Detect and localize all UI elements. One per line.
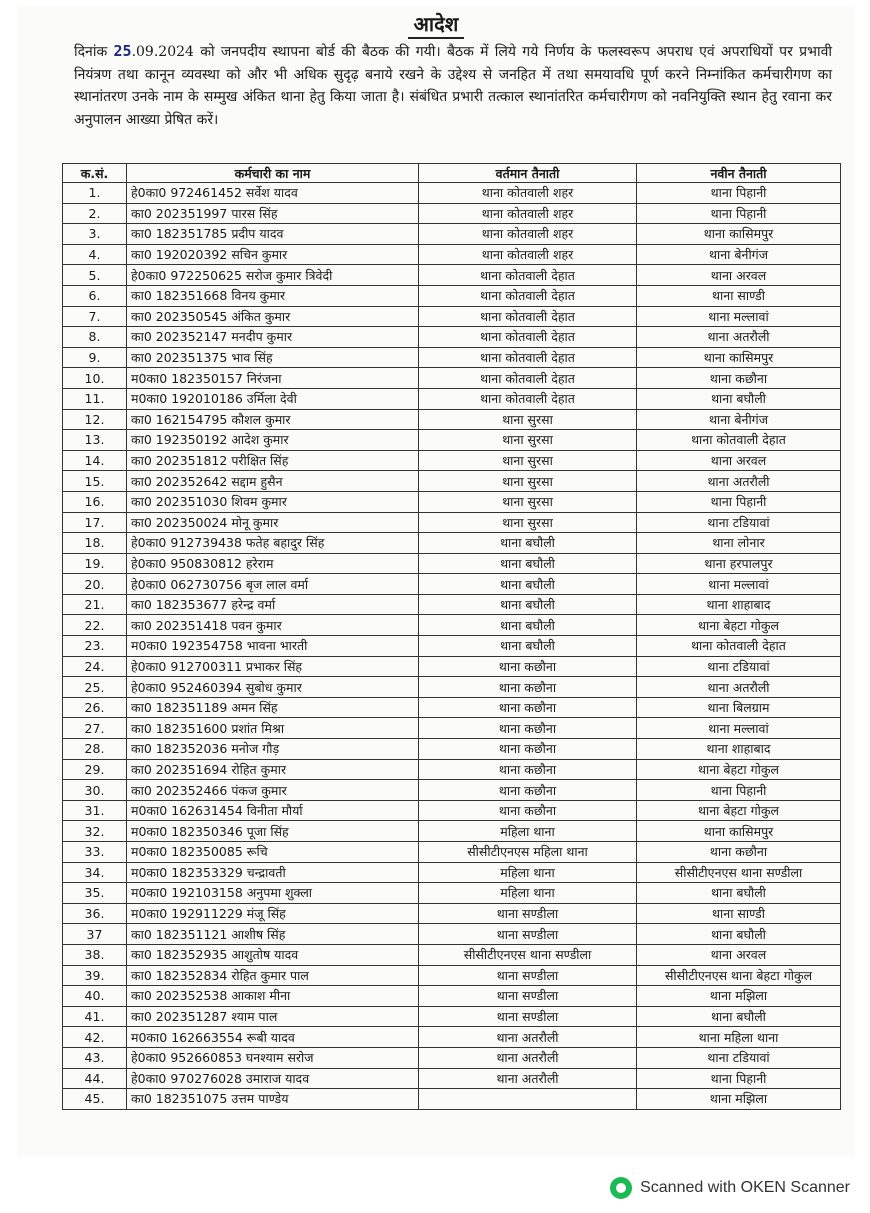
new-posting-cell: थाना शाहाबाद <box>637 594 841 615</box>
current-posting-cell: थाना कोतवाली देहात <box>419 265 637 286</box>
new-posting-cell: थाना बघौली <box>637 883 841 904</box>
current-posting-cell: थाना कोतवाली देहात <box>419 388 637 409</box>
current-posting-cell: थाना सुरसा <box>419 491 637 512</box>
employee-name-cell: हे0का0 062730756 बृज लाल वर्मा <box>127 574 419 595</box>
new-posting-cell: थाना बेहटा गोकुल <box>637 759 841 780</box>
serial-cell: 41. <box>63 1006 127 1027</box>
serial-cell: 21. <box>63 594 127 615</box>
current-posting-cell: थाना सण्डीला <box>419 903 637 924</box>
table-row <box>63 924 841 945</box>
new-posting-cell: थाना पिहानी <box>637 183 841 204</box>
current-posting-cell: थाना अतरौली <box>419 1047 637 1068</box>
current-posting-cell: थाना कोतवाली देहात <box>419 327 637 348</box>
serial-cell: 43. <box>63 1047 127 1068</box>
serial-cell: 28. <box>63 739 127 760</box>
current-posting-cell: थाना बघौली <box>419 636 637 657</box>
oken-scanner-logo-icon <box>610 1177 632 1199</box>
new-posting-cell: थाना कासिमपुर <box>637 821 841 842</box>
current-posting-cell: थाना कोतवाली शहर <box>419 224 637 245</box>
table-row <box>63 677 841 698</box>
employee-name-cell: का0 192020392 सचिन कुमार <box>127 244 419 265</box>
serial-cell: 38. <box>63 944 127 965</box>
table-row <box>63 800 841 821</box>
employee-name-cell: का0 202352147 मनदीप कुमार <box>127 327 419 348</box>
new-posting-cell: थाना लोनार <box>637 533 841 554</box>
new-posting-cell: थाना अरवल <box>637 450 841 471</box>
new-posting-cell: थाना मल्लावां <box>637 574 841 595</box>
serial-cell: 45. <box>63 1089 127 1110</box>
current-posting-cell: थाना कोतवाली देहात <box>419 285 637 306</box>
current-posting-cell: थाना अतरौली <box>419 1068 637 1089</box>
serial-cell: 5. <box>63 265 127 286</box>
table-row <box>63 533 841 554</box>
table-row <box>63 368 841 389</box>
current-posting-cell: थाना कोतवाली शहर <box>419 183 637 204</box>
serial-cell: 27. <box>63 718 127 739</box>
serial-cell: 13. <box>63 430 127 451</box>
serial-cell: 42. <box>63 1027 127 1048</box>
new-posting-cell: थाना पिहानी <box>637 1068 841 1089</box>
serial-cell: 14. <box>63 450 127 471</box>
new-posting-cell: थाना पिहानी <box>637 780 841 801</box>
order-paragraph <box>18 40 854 176</box>
current-posting-cell: सीसीटीएनएस थाना सण्डीला <box>419 944 637 965</box>
serial-cell: 7. <box>63 306 127 327</box>
table-row <box>63 759 841 780</box>
table-row <box>63 450 841 471</box>
employee-name-cell: म0का0 192354758 भावना भारती <box>127 636 419 657</box>
new-posting-cell: थाना अतरौली <box>637 677 841 698</box>
table-row <box>63 1068 841 1089</box>
serial-cell: 18. <box>63 533 127 554</box>
table-row <box>63 1006 841 1027</box>
employee-name-cell: का0 202351694 रोहित कुमार <box>127 759 419 780</box>
new-posting-cell: थाना अतरौली <box>637 471 841 492</box>
serial-cell: 4. <box>63 244 127 265</box>
table-row <box>63 430 841 451</box>
employee-name-cell: का0 182351785 प्रदीप यादव <box>127 224 419 245</box>
document-title: आदेश <box>18 10 854 40</box>
serial-cell: 16. <box>63 491 127 512</box>
table-row <box>63 574 841 595</box>
current-posting-cell: महिला थाना <box>419 883 637 904</box>
serial-cell: 22. <box>63 615 127 636</box>
table-row <box>63 986 841 1007</box>
new-posting-cell: थाना कछौना <box>637 842 841 863</box>
table-row <box>63 471 841 492</box>
serial-cell: 31. <box>63 800 127 821</box>
employee-name-cell: म0का0 182350085 रूचि <box>127 842 419 863</box>
employee-name-cell: का0 182351668 विनय कुमार <box>127 285 419 306</box>
transfer-table <box>62 163 841 1110</box>
employee-name-cell: का0 182351189 अमन सिंह <box>127 697 419 718</box>
new-posting-cell: थाना टडियावां <box>637 656 841 677</box>
para-prefix: दिनांक <box>74 44 108 60</box>
current-posting-cell: थाना सुरसा <box>419 512 637 533</box>
employee-name-cell: म0का0 192911229 मंजू सिंह <box>127 903 419 924</box>
serial-cell: 39. <box>63 965 127 986</box>
table-row <box>63 594 841 615</box>
table-row <box>63 862 841 883</box>
employee-name-cell: का0 192350192 आदेश कुमार <box>127 430 419 451</box>
current-posting-cell: थाना कोतवाली देहात <box>419 347 637 368</box>
current-posting-cell: थाना कछौना <box>419 718 637 739</box>
new-posting-cell: थाना कोतवाली देहात <box>637 430 841 451</box>
current-posting-cell: थाना कछौना <box>419 656 637 677</box>
employee-name-cell: का0 182351600 प्रशांत मिश्रा <box>127 718 419 739</box>
serial-cell: 37 <box>63 924 127 945</box>
employee-name-cell: का0 202351997 पारस सिंह <box>127 203 419 224</box>
new-posting-cell: थाना कासिमपुर <box>637 224 841 245</box>
serial-cell: 26. <box>63 697 127 718</box>
employee-name-cell: का0 162154795 कौशल कुमार <box>127 409 419 430</box>
employee-name-cell: का0 202352538 आकाश मीना <box>127 986 419 1007</box>
table-header-row <box>63 164 841 183</box>
table-row <box>63 327 841 348</box>
table-row <box>63 244 841 265</box>
employee-name-cell: हे0का0 972461452 सर्वेश यादव <box>127 183 419 204</box>
new-posting-cell: थाना बघौली <box>637 388 841 409</box>
new-posting-cell: थाना अरवल <box>637 944 841 965</box>
current-posting-cell: महिला थाना <box>419 862 637 883</box>
employee-name-cell: हे0का0 952660853 घनश्याम सरोज <box>127 1047 419 1068</box>
employee-name-cell: हे0का0 972250625 सरोज कुमार त्रिवेदी <box>127 265 419 286</box>
current-posting-cell: थाना कछौना <box>419 780 637 801</box>
new-posting-cell: थाना पिहानी <box>637 491 841 512</box>
new-posting-cell: थाना कछौना <box>637 368 841 389</box>
new-posting-cell: थाना साण्डी <box>637 903 841 924</box>
serial-cell: 19. <box>63 553 127 574</box>
current-posting-cell: थाना बघौली <box>419 553 637 574</box>
table-row <box>63 306 841 327</box>
employee-name-cell: म0का0 192103158 अनुपमा शुक्ला <box>127 883 419 904</box>
new-posting-cell: थाना अतरौली <box>637 327 841 348</box>
serial-cell: 29. <box>63 759 127 780</box>
current-posting-cell: थाना सुरसा <box>419 450 637 471</box>
employee-name-cell: हे0का0 952460394 सुबोध कुमार <box>127 677 419 698</box>
current-posting-cell <box>419 1089 637 1110</box>
new-posting-cell: थाना महिला थाना <box>637 1027 841 1048</box>
table-row <box>63 409 841 430</box>
table-row <box>63 1089 841 1110</box>
new-posting-cell: थाना पिहानी <box>637 203 841 224</box>
employee-name-cell: म0का0 192010186 उर्मिला देवी <box>127 388 419 409</box>
new-posting-cell: थाना मल्लावां <box>637 306 841 327</box>
current-posting-cell: थाना कछौना <box>419 759 637 780</box>
table-row <box>63 553 841 574</box>
new-posting-cell: सीसीटीएनएस थाना सण्डीला <box>637 862 841 883</box>
scanner-footer <box>610 1175 850 1201</box>
serial-cell: 6. <box>63 285 127 306</box>
new-posting-cell: थाना मझिला <box>637 1089 841 1110</box>
current-posting-cell: सीसीटीएनएस महिला थाना <box>419 842 637 863</box>
serial-cell: 20. <box>63 574 127 595</box>
new-posting-cell: सीसीटीएनएस थाना बेहटा गोकुल <box>637 965 841 986</box>
serial-cell: 12. <box>63 409 127 430</box>
employee-name-cell: का0 182352834 रोहित कुमार पाल <box>127 965 419 986</box>
table-row <box>63 842 841 863</box>
table-row <box>63 285 841 306</box>
new-posting-cell: थाना शाहाबाद <box>637 739 841 760</box>
employee-name-cell: हे0का0 950830812 हरेराम <box>127 553 419 574</box>
para-body: .09.2024 को जनपदीय स्थापना बोर्ड की बैठक की गयी। बैठक में लिये गये निर्णय के फलस्वरूप अपराध एवं अपराधियों पर प्रभावी नियंत्रण तथा कानून व्यवस्था को और भी अधिक सुदृढ़ बनाये रखने के उद्देश्य से जनहित में तथा समयावधि पूर्ण करने निम्नांकित कर्मचारीगण का स्थानांतरण उनके नाम के सम्मुख अंकित थाना हेतु किया जाता है। संबंधित प्रभारी तत्काल स्थानांतरित कर्मचारीगण को नवनियुक्ति स्थान हेतु रवाना कर अनुपालन आख्या प्रेषित करें। <box>74 44 832 128</box>
table-row <box>63 224 841 245</box>
table-row <box>63 780 841 801</box>
serial-cell: 25. <box>63 677 127 698</box>
employee-name-cell: का0 202351418 पवन कुमार <box>127 615 419 636</box>
current-posting-cell: थाना सण्डीला <box>419 1006 637 1027</box>
new-posting-cell: थाना मल्लावां <box>637 718 841 739</box>
serial-cell: 40. <box>63 986 127 1007</box>
employee-name-cell: का0 182352036 मनोज गौड़ <box>127 739 419 760</box>
current-posting-cell: थाना बघौली <box>419 615 637 636</box>
new-posting-cell: थाना बिलग्राम <box>637 697 841 718</box>
employee-name-cell: म0का0 182350346 पूजा सिंह <box>127 821 419 842</box>
employee-name-cell: का0 182351121 आशीष सिंह <box>127 924 419 945</box>
table-body <box>63 183 841 1110</box>
employee-name-cell: का0 202351812 परीक्षित सिंह <box>127 450 419 471</box>
current-posting-cell: थाना सण्डीला <box>419 986 637 1007</box>
current-posting-cell: थाना कोतवाली शहर <box>419 244 637 265</box>
employee-name-cell: का0 202351375 भाव सिंह <box>127 347 419 368</box>
table-row <box>63 265 841 286</box>
serial-cell: 2. <box>63 203 127 224</box>
serial-cell: 1. <box>63 183 127 204</box>
serial-cell: 9. <box>63 347 127 368</box>
current-posting-cell: थाना कोतवाली देहात <box>419 306 637 327</box>
table-row <box>63 388 841 409</box>
current-posting-cell: थाना कछौना <box>419 800 637 821</box>
new-posting-cell: थाना कोतवाली देहात <box>637 636 841 657</box>
table-row <box>63 1047 841 1068</box>
current-posting-cell: थाना सुरसा <box>419 409 637 430</box>
new-posting-cell: थाना टडियावां <box>637 512 841 533</box>
current-posting-cell: थाना बघौली <box>419 594 637 615</box>
table-row <box>63 512 841 533</box>
new-posting-cell: थाना बेहटा गोकुल <box>637 800 841 821</box>
current-posting-cell: थाना कछौना <box>419 739 637 760</box>
header-serial: क.सं. <box>63 164 127 183</box>
table-row <box>63 965 841 986</box>
employee-name-cell: हे0का0 912739438 फतेह बहादुर सिंह <box>127 533 419 554</box>
current-posting-cell: थाना सुरसा <box>419 471 637 492</box>
table-row <box>63 739 841 760</box>
new-posting-cell: थाना मझिला <box>637 986 841 1007</box>
serial-cell: 17. <box>63 512 127 533</box>
serial-cell: 35. <box>63 883 127 904</box>
serial-cell: 8. <box>63 327 127 348</box>
employee-name-cell: हे0का0 970276028 उमाराज यादव <box>127 1068 419 1089</box>
employee-name-cell: म0का0 162631454 विनीता मौर्या <box>127 800 419 821</box>
employee-name-cell: का0 202350024 मोनू कुमार <box>127 512 419 533</box>
serial-cell: 24. <box>63 656 127 677</box>
serial-cell: 30. <box>63 780 127 801</box>
table-row <box>63 718 841 739</box>
new-posting-cell: थाना कासिमपुर <box>637 347 841 368</box>
current-posting-cell: थाना सुरसा <box>419 430 637 451</box>
serial-cell: 36. <box>63 903 127 924</box>
new-posting-cell: थाना टडियावां <box>637 1047 841 1068</box>
serial-cell: 44. <box>63 1068 127 1089</box>
table-row <box>63 203 841 224</box>
employee-name-cell: का0 202352466 पंकज कुमार <box>127 780 419 801</box>
employee-name-cell: का0 182352935 आशुतोष यादव <box>127 944 419 965</box>
employee-name-cell: म0का0 162663554 रूबी यादव <box>127 1027 419 1048</box>
current-posting-cell: थाना अतरौली <box>419 1027 637 1048</box>
serial-cell: 11. <box>63 388 127 409</box>
employee-name-cell: का0 182351075 उत्तम पाण्डेय <box>127 1089 419 1110</box>
employee-name-cell: का0 202351030 शिवम कुमार <box>127 491 419 512</box>
current-posting-cell: थाना सण्डीला <box>419 924 637 945</box>
new-posting-cell: थाना बेनीगंज <box>637 244 841 265</box>
new-posting-cell: थाना बेनीगंज <box>637 409 841 430</box>
table-row <box>63 491 841 512</box>
serial-cell: 32. <box>63 821 127 842</box>
current-posting-cell: थाना सण्डीला <box>419 965 637 986</box>
table-row <box>63 697 841 718</box>
serial-cell: 34. <box>63 862 127 883</box>
current-posting-cell: थाना कछौना <box>419 697 637 718</box>
table-row <box>63 944 841 965</box>
current-posting-cell: थाना बघौली <box>419 533 637 554</box>
table-row <box>63 347 841 368</box>
new-posting-cell: थाना बघौली <box>637 1006 841 1027</box>
serial-cell: 3. <box>63 224 127 245</box>
header-employee-name: कर्मचारी का नाम <box>127 164 419 183</box>
serial-cell: 23. <box>63 636 127 657</box>
current-posting-cell: थाना कोतवाली देहात <box>419 368 637 389</box>
employee-name-cell: का0 202351287 श्याम पाल <box>127 1006 419 1027</box>
employee-name-cell: म0का0 182353329 चन्द्रावती <box>127 862 419 883</box>
scanner-text: Scanned with OKEN Scanner <box>640 1179 850 1196</box>
employee-name-cell: म0का0 182350157 निरंजना <box>127 368 419 389</box>
table-row <box>63 183 841 204</box>
new-posting-cell: थाना बेहटा गोकुल <box>637 615 841 636</box>
new-posting-cell: थाना हरपालपुर <box>637 553 841 574</box>
table-row <box>63 1027 841 1048</box>
header-new-posting: नवीन तैनाती <box>637 164 841 183</box>
table-row <box>63 883 841 904</box>
serial-cell: 15. <box>63 471 127 492</box>
new-posting-cell: थाना अरवल <box>637 265 841 286</box>
serial-cell: 10. <box>63 368 127 389</box>
new-posting-cell: थाना साण्डी <box>637 285 841 306</box>
table-row <box>63 615 841 636</box>
serial-cell: 33. <box>63 842 127 863</box>
table-row <box>63 821 841 842</box>
handwritten-date: 25 <box>113 42 132 60</box>
table-row <box>63 636 841 657</box>
employee-name-cell: का0 202350545 अंकित कुमार <box>127 306 419 327</box>
employee-name-cell: का0 182353677 हरेन्द्र वर्मा <box>127 594 419 615</box>
current-posting-cell: थाना कोतवाली शहर <box>419 203 637 224</box>
header-current-posting: वर्तमान तैनाती <box>419 164 637 183</box>
current-posting-cell: थाना बघौली <box>419 574 637 595</box>
current-posting-cell: थाना कछौना <box>419 677 637 698</box>
table-row <box>63 903 841 924</box>
employee-name-cell: का0 202352642 सद्दाम हुसैन <box>127 471 419 492</box>
current-posting-cell: महिला थाना <box>419 821 637 842</box>
employee-name-cell: हे0का0 912700311 प्रभाकर सिंह <box>127 656 419 677</box>
new-posting-cell: थाना बघौली <box>637 924 841 945</box>
table-row <box>63 656 841 677</box>
